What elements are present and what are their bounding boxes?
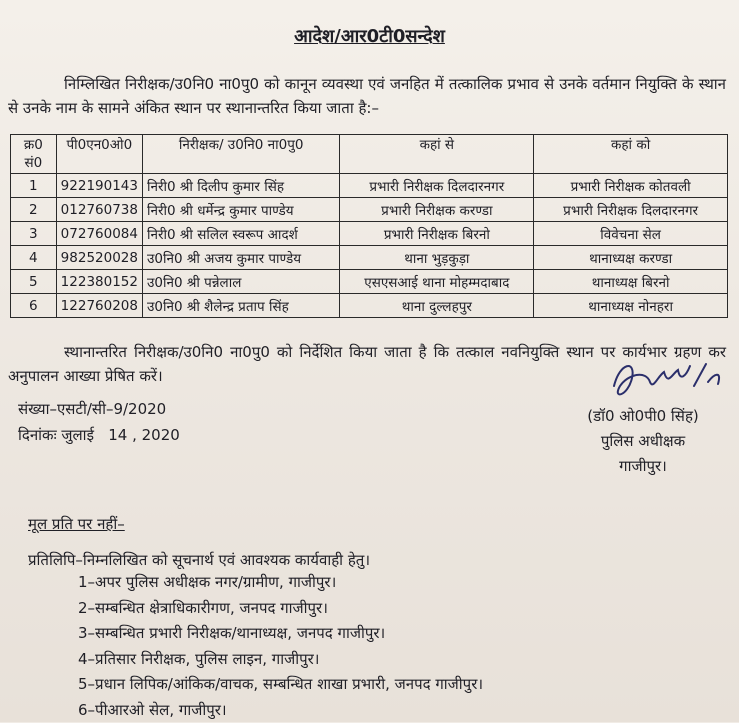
- cell-serial: 3: [11, 222, 57, 246]
- header-to: कहां को: [534, 135, 728, 174]
- cell-from: प्रभारी निरीक्षक बिरनो: [340, 222, 534, 246]
- cell-pno: 982520028: [56, 246, 142, 270]
- table-header-row: [11, 135, 728, 174]
- cell-serial: 1: [11, 174, 57, 198]
- cell-to: थानाध्यक्ष बिरनो: [534, 270, 728, 294]
- header-from: कहां से: [340, 135, 534, 174]
- table-row: [11, 222, 728, 246]
- cell-serial: 2: [11, 198, 57, 222]
- list-item: 4–प्रतिसार निरीक्षक, पुलिस लाइन, गाजीपुर।: [78, 647, 483, 673]
- cell-pno: 122760208: [56, 294, 142, 318]
- reference-date: दिनांकः जुलाई 14 , 2020: [18, 422, 180, 448]
- signatory-designation: पुलिस अधीक्षक: [568, 429, 718, 454]
- cell-from: प्रभारी निरीक्षक दिलदारनगर: [340, 174, 534, 198]
- cell-to: थानाध्यक्ष नोनहरा: [534, 294, 728, 318]
- list-item: 5–प्रधान लिपिक/आंकिक/वाचक, सम्बन्धित शाखा प्रभारी, जनपद गाजीपुर।: [78, 672, 483, 698]
- cell-to: प्रभारी निरीक्षक दिलदारनगर: [534, 198, 728, 222]
- cell-from: थाना दुल्लहपुर: [340, 294, 534, 318]
- cell-officer: निरी0 श्री दिलीप कुमार सिंह: [142, 174, 339, 198]
- transfer-table: [10, 134, 728, 318]
- table-row: [11, 270, 728, 294]
- table-row: [11, 174, 728, 198]
- cell-from: प्रभारी निरीक्षक करण्डा: [340, 198, 534, 222]
- cell-officer: निरी0 श्री सलिल स्वरूप आदर्श: [142, 222, 339, 246]
- list-item: 1–अपर पुलिस अधीक्षक नगर/ग्रामीण, गाजीपुर।: [78, 570, 483, 596]
- list-item: 2–सम्बन्धित क्षेत्राधिकारीगण, जनपद गाजीपुर।: [78, 596, 483, 622]
- cell-officer: उ0नि0 श्री पन्नेलाल: [142, 270, 339, 294]
- cell-serial: 6: [11, 294, 57, 318]
- list-item: 3–सम्बन्धित प्रभारी निरीक्षक/थानाध्यक्ष, जनपद गाजीपुर।: [78, 621, 483, 647]
- cell-to: प्रभारी निरीक्षक कोतवली: [534, 174, 728, 198]
- header-pno: पी0एन0ओ0: [56, 135, 142, 174]
- table-row: [11, 198, 728, 222]
- list-item: 6–पीआरओ सेल, गाजीपुर।: [78, 698, 483, 723]
- intro-paragraph: निम्लिखित निरीक्षक/उ0नि0 ना0पु0 को कानून व्यवस्था एवं जनहित में तत्कालिक प्रभाव से उनके वर्तमान नियुक्ति के स्थान से उनके नाम के सामने अंकित स्थान पर स्थानान्तरित किया जाता है:–: [8, 72, 726, 120]
- cell-pno: 122380152: [56, 270, 142, 294]
- instruction-paragraph: स्थानान्तरित निरीक्षक/उ0नि0 ना0पु0 को निर्देशित किया जाता है कि तत्काल नवनियुक्ति स्थान पर कार्यभार ग्रहण कर अनुपालन आख्या प्रेषित करें।: [8, 340, 726, 388]
- cell-serial: 5: [11, 270, 57, 294]
- cell-officer: उ0नि0 श्री अजय कुमार पाण्डेय: [142, 246, 339, 270]
- cell-pno: 072760084: [56, 222, 142, 246]
- table-row: [11, 294, 728, 318]
- signatory-name: (डॉ0 ओ0पी0 सिंह): [568, 404, 718, 429]
- cell-pno: 922190143: [56, 174, 142, 198]
- signature-mark: [606, 356, 726, 406]
- copy-to-heading: प्रतिलिपि–निम्नलिखित को सूचनार्थ एवं आवश्यक कार्यवाही हेतु।: [28, 550, 370, 570]
- reference-block: [18, 396, 180, 448]
- cell-pno: 012760738: [56, 198, 142, 222]
- header-officer: निरीक्षक/ उ0नि0 ना0पु0: [142, 135, 339, 174]
- cell-from: एसएसआई थाना मोहम्मदाबाद: [340, 270, 534, 294]
- header-serial: क्र0 सं0: [11, 135, 57, 174]
- copy-to-list: [78, 570, 483, 723]
- table-row: [11, 246, 728, 270]
- cell-officer: उ0नि0 श्री शैलेन्द्र प्रताप सिंह: [142, 294, 339, 318]
- original-copy-note: मूल प्रति पर नहीं–: [28, 514, 125, 534]
- cell-to: विवेचना सेल: [534, 222, 728, 246]
- signatory-place: गाजीपुर।: [568, 454, 718, 479]
- cell-officer: निरी0 श्री धर्मेन्द्र कुमार पाण्डेय: [142, 198, 339, 222]
- cell-from: थाना भुड़कुड़ा: [340, 246, 534, 270]
- document-title: आदेश/आर0टी0सन्देश: [0, 24, 739, 48]
- signatory-block: [568, 404, 718, 479]
- cell-serial: 4: [11, 246, 57, 270]
- reference-number: संख्या–एसटी/सी–9/2020: [18, 396, 180, 422]
- cell-to: थानाध्यक्ष करण्डा: [534, 246, 728, 270]
